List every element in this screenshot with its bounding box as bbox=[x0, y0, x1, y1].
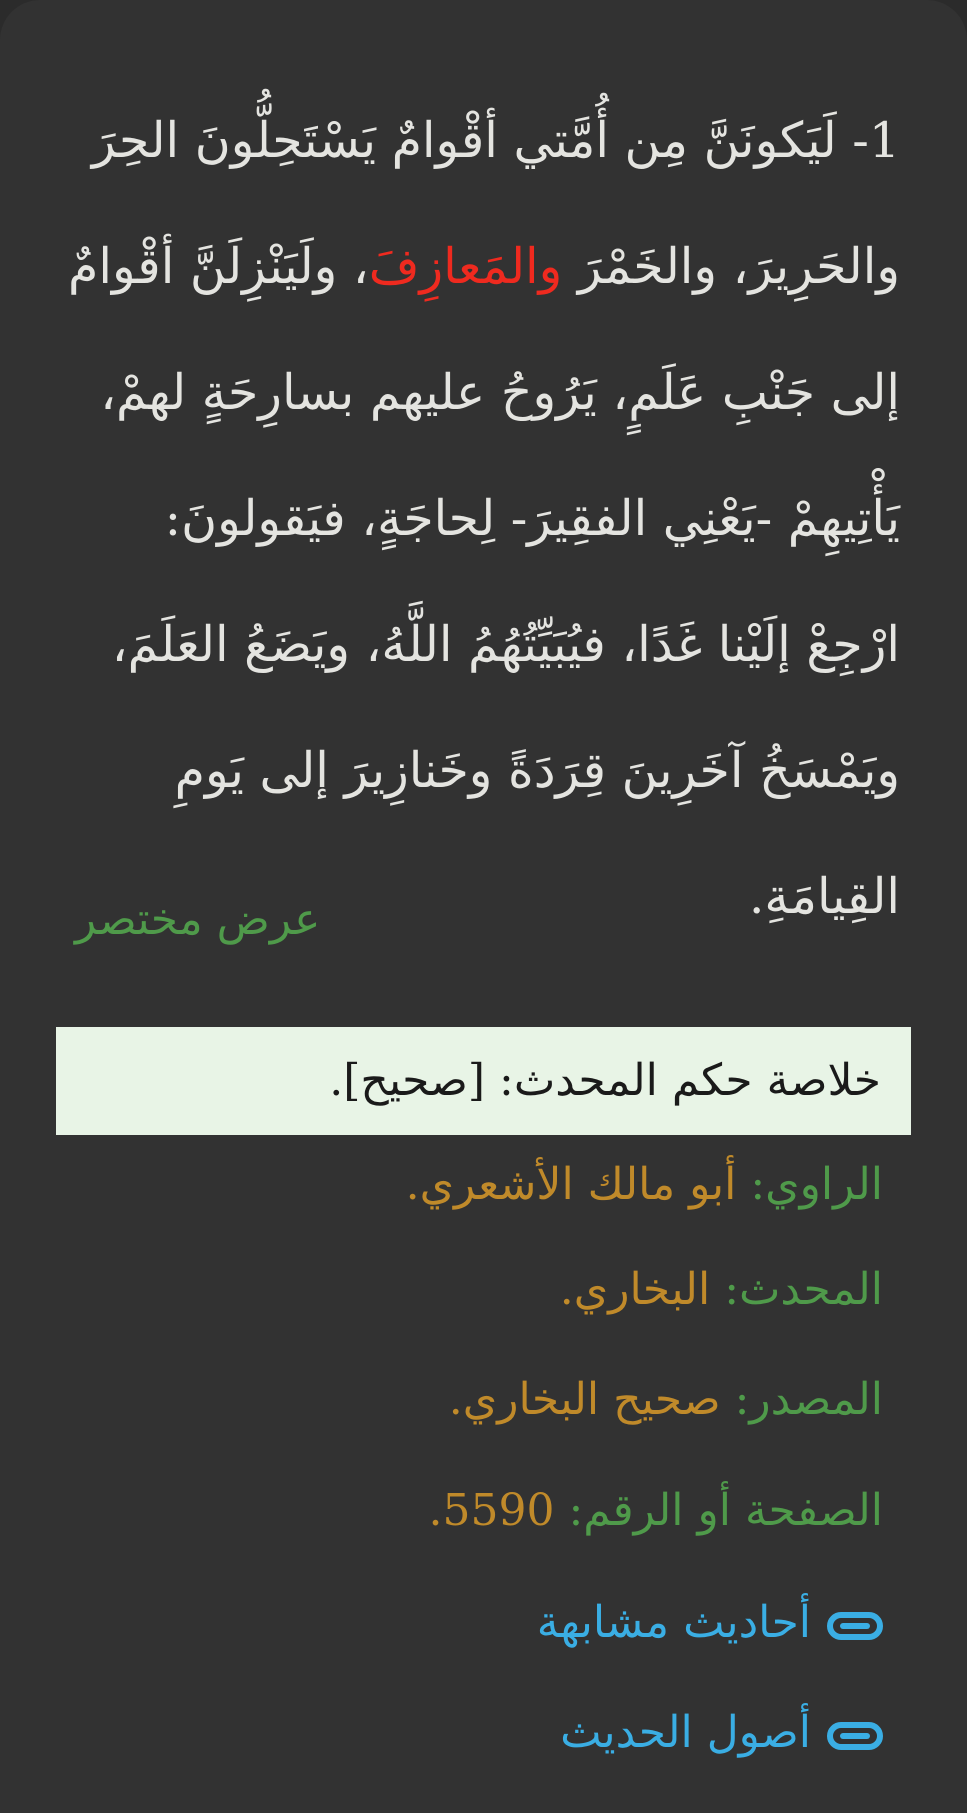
page-number-label: الصفحة أو الرقم: bbox=[568, 1485, 883, 1536]
source-value: صحيح البخاري. bbox=[448, 1374, 721, 1425]
page-number-value: 5590. bbox=[428, 1485, 555, 1536]
hadith-text-after: ، ولَيَنْزِلَنَّ أقْوامٌ إلى جَنْبِ عَلَمٍ، يَرُوحُ عليهم بسارِحَةٍ لهمْ، يَأْتِيهِمْ -يَعْنِي الفقِيرَ- لِحاجَةٍ، فيَقولونَ: ارْجِعْ إلَيْنا غَدًا، فيُبَيِّتُهُمُ اللَّهُ، ويَضَعُ العَلَمَ، ويَمْسَخُ آخَرِينَ قِرَدَةً وخَنازِيرَ إلى يَومِ القِيامَةِ. bbox=[68, 238, 900, 925]
narrator-value: أبو مالك الأشعري. bbox=[405, 1159, 737, 1210]
verdict-box: خلاصة حكم المحدث: [صحيح]. bbox=[56, 1027, 911, 1135]
page-number-row bbox=[56, 1466, 883, 1556]
hadith-origins-link[interactable] bbox=[56, 1688, 883, 1778]
hadith-origins-label: أصول الحديث bbox=[560, 1707, 811, 1758]
hadith-text-before: لَيَكونَنَّ مِن أُمَّتي أقْوامٌ يَسْتَحِلُّونَ الحِرَ والحَرِيرَ، والخَمْرَ bbox=[91, 112, 900, 295]
link-icon bbox=[811, 1597, 883, 1648]
source-row bbox=[56, 1355, 883, 1445]
similar-hadiths-label: أحاديث مشابهة bbox=[536, 1597, 811, 1648]
muhaddith-value: البخاري. bbox=[559, 1264, 711, 1315]
short-view-button[interactable]: عرض مختصر bbox=[75, 894, 321, 945]
link-icon bbox=[811, 1707, 883, 1758]
narrator-row bbox=[56, 1140, 883, 1230]
similar-hadiths-link[interactable] bbox=[56, 1578, 883, 1668]
source-label: المصدر: bbox=[734, 1374, 883, 1425]
muhaddith-row bbox=[56, 1245, 883, 1335]
hadith-highlight: والمَعازِفَ bbox=[368, 238, 563, 295]
hadith-text bbox=[62, 78, 900, 960]
narrator-label: الراوي: bbox=[750, 1159, 883, 1210]
hadith-number: 1- bbox=[836, 112, 900, 169]
muhaddith-label: المحدث: bbox=[724, 1264, 883, 1315]
